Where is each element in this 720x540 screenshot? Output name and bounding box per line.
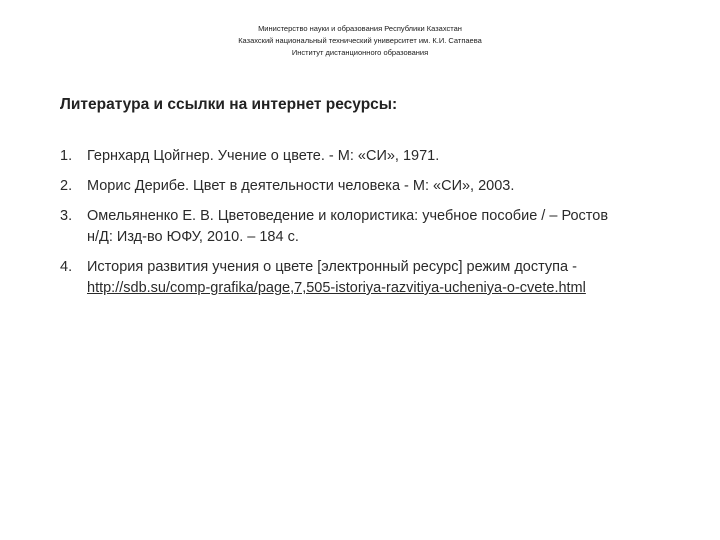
header-university: Казахский национальный технический университет им. К.И. Сатпаева <box>238 36 482 45</box>
reference-text-continued: н/Д: Изд-во ЮФУ, 2010. – 184 с. <box>87 229 299 245</box>
reference-item <box>60 176 660 197</box>
reference-number: 4. <box>60 259 73 275</box>
reference-item <box>60 257 660 299</box>
reference-link[interactable]: http://sdb.su/comp-grafika/page,7,505-istoriya-razvitiya-ucheniya-o-cvete.html <box>87 280 586 296</box>
header-ministry: Министерство науки и образования Республики Казахстан <box>258 24 462 33</box>
references-list <box>60 146 660 308</box>
reference-number: 2. <box>60 178 73 194</box>
section-title: Литература и ссылки на интернет ресурсы: <box>60 96 398 113</box>
reference-text: Гернхард Цойгнер. Учение о цвете. - М: «СИ», 1971. <box>87 148 440 164</box>
reference-number: 3. <box>60 208 73 224</box>
reference-number: 1. <box>60 148 73 164</box>
header-institute: Институт дистанционного образования <box>291 48 429 57</box>
reference-text: Омельяненко Е. В. Цветоведение и колористика: учебное пособие / – Ростов <box>87 208 609 224</box>
reference-item <box>60 146 660 167</box>
reference-text: Морис Дерибе. Цвет в деятельности человека - М: «СИ», 2003. <box>87 178 515 194</box>
reference-text: История развития учения о цвете [электронный ресурс] режим доступа - <box>87 259 577 275</box>
document-header <box>0 23 720 59</box>
reference-item <box>60 206 660 248</box>
